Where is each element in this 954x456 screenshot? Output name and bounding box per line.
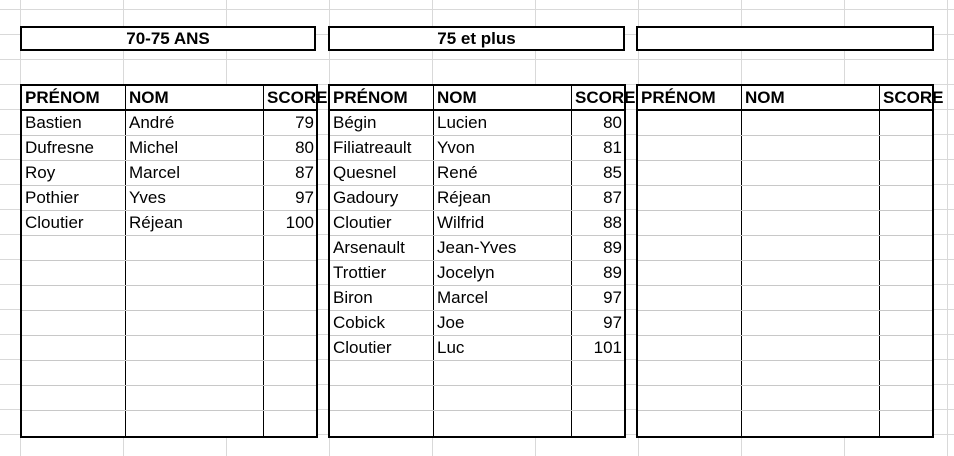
table-row (638, 386, 932, 411)
cell-prenom[interactable]: Filiatreault (330, 136, 434, 160)
table-header-row (22, 86, 328, 111)
cell-nom[interactable]: Jean-Yves (434, 236, 572, 260)
table-row (330, 311, 624, 336)
cell-nom[interactable]: Marcel (126, 161, 264, 185)
cell-nom[interactable] (126, 236, 264, 260)
cell-score[interactable] (264, 286, 316, 310)
table-row (22, 136, 316, 161)
cell-score[interactable] (572, 411, 624, 436)
cell-prenom[interactable] (22, 311, 126, 335)
cell-prenom[interactable]: Gadoury (330, 186, 434, 210)
table-row (22, 186, 316, 211)
cell-prenom[interactable] (638, 186, 742, 210)
table-row (638, 186, 932, 211)
table-row (638, 161, 932, 186)
cell-prenom[interactable]: Cloutier (330, 336, 434, 360)
cell-score[interactable] (880, 336, 932, 360)
table-row (22, 161, 316, 186)
cell-nom[interactable] (126, 261, 264, 285)
table-row (638, 236, 932, 261)
cell-score[interactable] (880, 211, 932, 235)
table-row (638, 361, 932, 386)
cell-prenom[interactable] (638, 261, 742, 285)
cell-prenom[interactable] (330, 411, 434, 436)
cell-prenom[interactable] (638, 211, 742, 235)
cell-score[interactable]: 85 (603, 163, 622, 182)
cell-score[interactable] (264, 411, 316, 436)
cell-nom[interactable] (742, 161, 880, 185)
cell-nom[interactable] (126, 336, 264, 360)
cell-score[interactable] (880, 286, 932, 310)
cell-prenom[interactable] (22, 261, 126, 285)
header-cell-score[interactable]: SCORE (267, 88, 328, 107)
table-row (330, 186, 624, 211)
group-title-70-75[interactable]: 70-75 ANS (20, 26, 316, 51)
table-row (22, 236, 316, 261)
cell-score[interactable]: 100 (285, 213, 314, 232)
cell-score[interactable] (880, 161, 932, 185)
cell-score[interactable] (264, 361, 316, 385)
cell-nom[interactable]: René (434, 161, 572, 185)
table-row (330, 136, 624, 161)
table-row (330, 161, 624, 186)
cell-prenom[interactable]: Roy (22, 161, 126, 185)
table-row (330, 336, 624, 361)
table-row (638, 411, 932, 436)
cell-nom[interactable] (742, 261, 880, 285)
cell-nom[interactable] (126, 311, 264, 335)
cell-score[interactable] (572, 361, 624, 385)
cell-nom[interactable] (126, 411, 264, 436)
cell-nom[interactable] (742, 286, 880, 310)
cell-score[interactable]: 97 (603, 288, 622, 307)
cell-prenom[interactable] (638, 236, 742, 260)
cell-nom[interactable] (742, 136, 880, 160)
cell-score[interactable] (264, 311, 316, 335)
table-row (330, 286, 624, 311)
cell-prenom[interactable] (330, 361, 434, 385)
cell-nom[interactable] (126, 386, 264, 410)
score-table-70-75 (20, 84, 328, 438)
header-cell-score[interactable]: SCORE (883, 88, 944, 107)
header-cell-nom[interactable]: NOM (742, 86, 880, 109)
cell-nom[interactable]: Luc (434, 336, 572, 360)
table-row (22, 261, 316, 286)
cell-prenom[interactable]: Cloutier (22, 211, 126, 235)
table-row (22, 111, 316, 136)
header-cell-prenom[interactable]: PRÉNOM (638, 86, 742, 109)
cell-nom[interactable]: Lucien (434, 111, 572, 135)
cell-score[interactable] (880, 361, 932, 385)
cell-nom[interactable] (126, 286, 264, 310)
header-cell-prenom[interactable]: PRÉNOM (22, 86, 126, 109)
cell-prenom[interactable] (638, 136, 742, 160)
cell-nom[interactable] (742, 236, 880, 260)
cell-nom[interactable] (742, 361, 880, 385)
cell-nom[interactable]: Jocelyn (434, 261, 572, 285)
table-row (330, 111, 624, 136)
cell-score[interactable] (880, 111, 932, 135)
table-row (330, 411, 624, 436)
cell-score[interactable] (880, 261, 932, 285)
cell-nom[interactable]: Marcel (434, 286, 572, 310)
table-header-row (638, 86, 944, 111)
cell-prenom[interactable]: Dufresne (22, 136, 126, 160)
cell-nom[interactable] (742, 311, 880, 335)
cell-score[interactable]: 101 (593, 338, 622, 357)
cell-score[interactable]: 87 (603, 188, 622, 207)
cell-nom[interactable]: Yves (126, 186, 264, 210)
table-row (22, 286, 316, 311)
table-row (22, 411, 316, 436)
cell-prenom[interactable] (330, 386, 434, 410)
table-row (22, 336, 316, 361)
table-row (330, 236, 624, 261)
header-cell-score[interactable]: SCORE (575, 88, 636, 107)
cell-prenom[interactable] (638, 286, 742, 310)
table-row (330, 361, 624, 386)
cell-prenom[interactable] (638, 361, 742, 385)
cell-score[interactable]: 89 (603, 238, 622, 257)
table-row (22, 386, 316, 411)
cell-nom[interactable] (742, 211, 880, 235)
cell-nom[interactable] (742, 336, 880, 360)
header-cell-nom[interactable]: NOM (126, 86, 264, 109)
cell-score[interactable] (880, 186, 932, 210)
cell-prenom[interactable] (22, 411, 126, 436)
header-cell-nom[interactable]: NOM (434, 86, 572, 109)
table-row (330, 211, 624, 236)
cell-score[interactable] (264, 236, 316, 260)
cell-prenom[interactable]: Trottier (330, 261, 434, 285)
table-header-row (330, 86, 636, 111)
cell-score[interactable] (880, 136, 932, 160)
group-title-empty[interactable] (636, 26, 934, 51)
cell-prenom[interactable] (22, 361, 126, 385)
table-row (330, 386, 624, 411)
cell-nom[interactable] (742, 186, 880, 210)
cell-score[interactable] (264, 261, 316, 285)
cell-prenom[interactable] (638, 311, 742, 335)
cell-prenom[interactable] (22, 386, 126, 410)
cell-score[interactable]: 97 (295, 188, 314, 207)
cell-nom[interactable]: André (126, 111, 264, 135)
cell-prenom[interactable]: Quesnel (330, 161, 434, 185)
cell-nom[interactable]: Wilfrid (434, 211, 572, 235)
table-row (638, 286, 932, 311)
cell-nom[interactable] (434, 411, 572, 436)
cell-score[interactable]: 87 (295, 163, 314, 182)
cell-score[interactable] (880, 236, 932, 260)
score-table-empty (636, 84, 944, 438)
cell-nom[interactable]: Michel (126, 136, 264, 160)
table-row (22, 361, 316, 386)
cell-prenom[interactable] (638, 111, 742, 135)
table-row (638, 211, 932, 236)
cell-prenom[interactable] (22, 286, 126, 310)
cell-prenom[interactable] (638, 161, 742, 185)
cell-prenom[interactable] (22, 236, 126, 260)
score-table-75-plus (328, 84, 636, 438)
cell-score[interactable] (264, 386, 316, 410)
cell-score[interactable] (880, 411, 932, 436)
table-row (638, 336, 932, 361)
cell-score[interactable]: 81 (603, 138, 622, 157)
table-row (22, 211, 316, 236)
cell-nom[interactable]: Yvon (434, 136, 572, 160)
cell-nom[interactable]: Réjean (126, 211, 264, 235)
cell-score[interactable]: 97 (603, 313, 622, 332)
cell-nom[interactable] (126, 361, 264, 385)
cell-score[interactable]: 88 (603, 213, 622, 232)
cell-nom[interactable] (742, 386, 880, 410)
table-row (22, 311, 316, 336)
cell-nom[interactable]: Réjean (434, 186, 572, 210)
cell-score[interactable] (572, 386, 624, 410)
cell-score[interactable] (880, 311, 932, 335)
cell-prenom[interactable]: Cobick (330, 311, 434, 335)
cell-prenom[interactable]: Bastien (22, 111, 126, 135)
cell-prenom[interactable] (22, 336, 126, 360)
table-row (638, 136, 932, 161)
table-row (638, 111, 932, 136)
cell-prenom[interactable] (638, 386, 742, 410)
cell-nom[interactable] (742, 411, 880, 436)
cell-score[interactable]: 80 (295, 138, 314, 157)
cell-nom[interactable] (742, 111, 880, 135)
cell-prenom[interactable]: Arsenault (330, 236, 434, 260)
cell-prenom[interactable] (638, 411, 742, 436)
table-row (638, 311, 932, 336)
cell-score[interactable]: 80 (603, 113, 622, 132)
cell-score[interactable] (264, 336, 316, 360)
cell-prenom[interactable] (638, 336, 742, 360)
group-title-75-plus[interactable]: 75 et plus (328, 26, 625, 51)
cell-score[interactable] (880, 386, 932, 410)
cell-nom[interactable] (434, 361, 572, 385)
table-row (330, 261, 624, 286)
cell-prenom[interactable]: Pothier (22, 186, 126, 210)
cell-prenom[interactable]: Bégin (330, 111, 434, 135)
cell-prenom[interactable]: Biron (330, 286, 434, 310)
table-row (638, 261, 932, 286)
cell-nom[interactable]: Joe (434, 311, 572, 335)
cell-prenom[interactable]: Cloutier (330, 211, 434, 235)
cell-score[interactable]: 89 (603, 263, 622, 282)
cell-score[interactable]: 79 (295, 113, 314, 132)
cell-nom[interactable] (434, 386, 572, 410)
header-cell-prenom[interactable]: PRÉNOM (330, 86, 434, 109)
